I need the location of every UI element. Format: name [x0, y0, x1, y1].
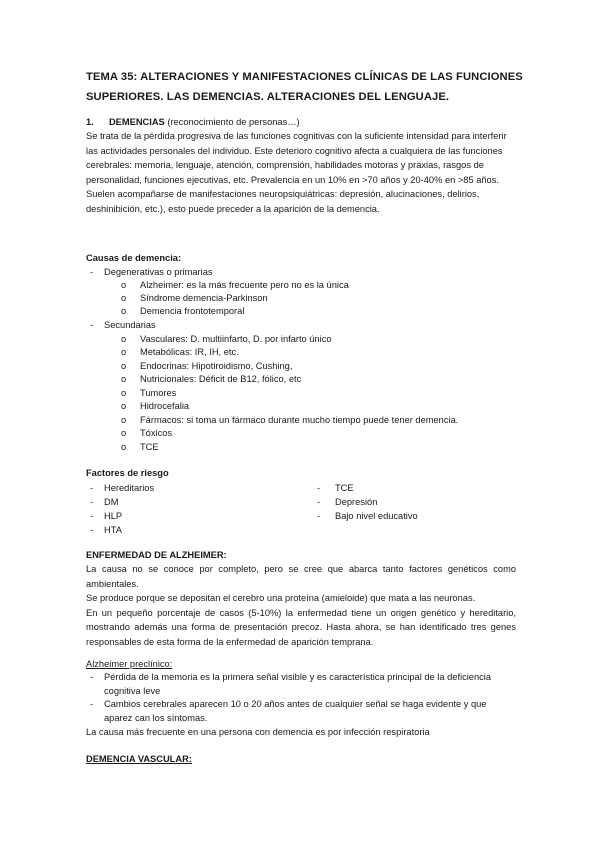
sub-bullet: o — [121, 401, 127, 411]
sub-bullet: o — [121, 280, 127, 290]
risk-factor-right: TCE — [335, 483, 354, 493]
dash-bullet: - — [90, 497, 94, 507]
cause-item: Vasculares: D. multiinfarto, D. por infarto único — [140, 334, 332, 344]
sub-bullet: o — [121, 347, 127, 357]
cause-item: Tóxicos — [140, 428, 173, 438]
risk-factor-right: Bajo nivel educativo — [335, 511, 418, 521]
sub-bullet: o — [121, 361, 127, 371]
vascular-dementia-heading: DEMENCIA VASCULAR: — [86, 754, 192, 764]
dash-bullet: - — [90, 483, 94, 493]
cause-item: Metabólicas: IR, IH, etc. — [140, 347, 239, 357]
dash-bullet: - — [90, 320, 94, 330]
sub-bullet: o — [121, 293, 127, 303]
section-title-note: (reconocimiento de personas…) — [167, 117, 300, 127]
dash-bullet: - — [317, 483, 321, 493]
alzheimer-paragraph-3: En un pequeño porcentaje de casos (5-10%) la enfermedad tiene un origen genético y hereditario, mostrando además una forma de presentación precoz. Hasta ahora, se han identificado tres genes responsables de esta forma de la enfermedad de aparición temprana. — [86, 607, 516, 647]
dash-bullet: - — [90, 511, 94, 521]
sub-bullet: o — [121, 374, 127, 384]
alzheimer-closing-note: La causa más frecuente en una persona con demencia es por infección respiratoria — [86, 727, 430, 737]
document-title-line-2: SUPERIORES. LAS DEMENCIAS. ALTERACIONES DEL LENGUAJE. — [86, 91, 450, 103]
cause-item: Hidrocefalia — [140, 401, 190, 411]
demencias-description — [86, 129, 516, 216]
cause-item: Fármacos: si toma un fármaco durante mucho tiempo puede tener demencia. — [140, 415, 459, 425]
sub-bullet: o — [121, 442, 127, 452]
alzheimer-preclinical-heading: Alzheimer preclínico: — [86, 659, 173, 669]
cause-item: Nutricionales: Déficit de B12, fólico, etc — [140, 374, 302, 384]
demencias-paragraph-1: Se trata de la pérdida progresiva de las funciones cognitivas con la suficiente intensidad para interferir las actividades personales del individuo. Este deterioro cognitivo afecta a cualquiera de las funciones cerebrales: memoria, lenguaje, atención, comprensión, habilidades motoras y praxias, rasgos de personalidad, funciones ejecutivas, etc. Prevalencia en un 10% en >70 años y 20-40% en >85 años. — [86, 131, 507, 185]
alzheimer-heading: ENFERMEDAD DE ALZHEIMER: — [86, 550, 227, 560]
risk-factor-left: DM — [104, 497, 119, 507]
dash-bullet: - — [90, 699, 94, 709]
section-heading-demencias — [86, 116, 300, 129]
document-title-line-1: TEMA 35: ALTERACIONES Y MANIFESTACIONES CLÍNICAS DE LAS FUNCIONES — [86, 71, 523, 83]
dash-bullet: - — [317, 511, 321, 521]
cause-item: TCE — [140, 442, 159, 452]
risk-factor-left: Hereditarios — [104, 483, 155, 493]
section-title: DEMENCIAS — [108, 117, 165, 127]
sub-bullet: o — [121, 306, 127, 316]
preclinical-item: Pérdida de la memoria es la primera señal visible y es característica principal de la deficiencia cognitiva leve — [104, 672, 492, 696]
risk-factor-right: Depresión — [335, 497, 378, 507]
dash-bullet: - — [317, 497, 321, 507]
alzheimer-description — [86, 562, 516, 649]
section-number: 1. — [86, 117, 94, 127]
risk-factor-left: HTA — [104, 525, 122, 535]
dash-bullet: - — [90, 672, 94, 682]
sub-bullet: o — [121, 334, 127, 344]
causes-group-secundarias: Secundarias — [104, 320, 156, 330]
cause-item: Endocrinas: Hipotiroidismo, Cushing, — [140, 361, 293, 371]
causes-group-degenerativas: Degenerativas o primarias — [104, 267, 213, 277]
demencias-paragraph-2: Suelen acompañarse de manifestaciones neuropsiquiátricas: depresión, alucinaciones, delirios, deshinibición, etc.), esto puede preceder a la aparición de la demencia. — [86, 189, 480, 214]
risk-factor-left: HLP — [104, 511, 123, 521]
cause-item: Demencia frontotemporal — [140, 306, 245, 316]
dash-bullet: - — [90, 525, 94, 535]
causes-heading: Causas de demencia: — [86, 253, 182, 263]
sub-bullet: o — [121, 415, 127, 425]
sub-bullet: o — [121, 388, 127, 398]
alzheimer-paragraph-2: Se produce porque se depositan el cerebro una proteína (amieloide) que mata a las neuronas. — [86, 593, 476, 603]
cause-item: Tumores — [140, 388, 177, 398]
sub-bullet: o — [121, 428, 127, 438]
cause-item: Alzheimer: es la más frecuente pero no es la única — [140, 280, 349, 290]
alzheimer-paragraph-1: La causa no se conoce por completo, pero se cree que abarca tanto factores genéticos como ambientales. — [86, 564, 516, 589]
preclinical-item: Cambios cerebrales aparecen 10 o 20 años antes de cualquier señal se haga evidente y que aparez can los síntomas. — [104, 699, 487, 723]
cause-item: Síndrome demencia-Parkinson — [140, 293, 268, 303]
dash-bullet: - — [90, 267, 94, 277]
risk-factors-heading: Factores de riesgo — [86, 468, 169, 478]
